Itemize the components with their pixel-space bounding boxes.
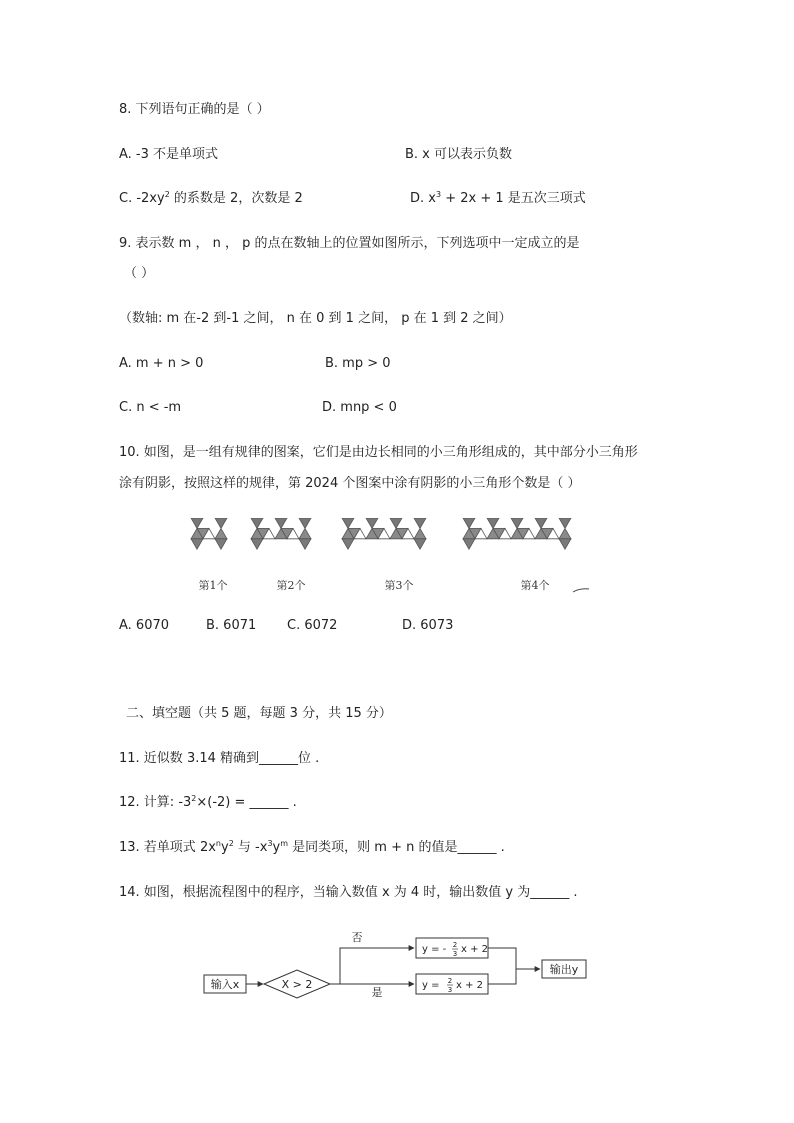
flow-arrow-no (330, 948, 414, 984)
flow-bottom-expr-suffix: x + 2 (456, 980, 484, 991)
pattern-4 (463, 518, 571, 549)
q8-option-c (119, 191, 303, 207)
pattern-3 (342, 518, 426, 549)
flow-condition-label: X > 2 (281, 978, 313, 991)
shaded-triangle (511, 518, 523, 528)
pattern-label-3: 第3个 (384, 579, 414, 592)
q13 (119, 840, 505, 856)
q8-option-d-pre: D. x (410, 191, 436, 206)
shaded-triangle (559, 518, 571, 528)
q11: 11. 近似数 3.14 精确到______位 . (119, 751, 320, 766)
q9-option-a: A. m + n > 0 (119, 356, 204, 371)
q13-part-a: 13. 若单项式 2x (119, 840, 216, 855)
flow-bottom-expr-denominator: 3 (447, 986, 453, 994)
shaded-triangle (251, 518, 263, 528)
q8-option-a: A. -3 不是单项式 (119, 147, 219, 162)
flow-no-label: 否 (351, 931, 363, 944)
shaded-triangle (275, 518, 287, 528)
q8-option-b: B. x 可以表示负数 (405, 147, 513, 162)
pattern-2 (251, 518, 311, 549)
q9-stem-line2: （ ） (124, 266, 155, 281)
q13-exp-m: m (280, 839, 289, 848)
shaded-triangle (215, 539, 227, 549)
small-triangle (559, 528, 571, 538)
pattern-label-1: 第1个 (198, 579, 228, 592)
shaded-triangle (191, 518, 203, 528)
q12-exponent: 2 (191, 794, 197, 803)
q13-part-c: 与 -x (233, 840, 268, 855)
shaded-triangle (342, 539, 354, 549)
q10-stem-line1: 10. 如图，是一组有规律的图案，它们是由边长相同的小三角形组成的，其中部分小三角形 (119, 445, 638, 460)
q10-option-a: A. 6070 (119, 618, 170, 633)
q9-stem-line1: 9. 表示数 m ， n ， p 的点在数轴上的位置如图所示，下列选项中一定成立的是 (119, 236, 580, 251)
flow-input-label: 输入x (210, 978, 240, 991)
q8-option-c-pre: C. -2xy (119, 191, 165, 206)
shaded-triangle (342, 518, 354, 528)
triangle-pattern-svg (185, 518, 600, 598)
flow-top-expr-suffix: x + 2 (461, 944, 489, 955)
pattern-label-2: 第2个 (276, 579, 306, 592)
q13-part-d: y (272, 840, 281, 855)
q8-option-d (410, 191, 586, 207)
shaded-triangle (390, 518, 402, 528)
small-triangle (215, 528, 227, 538)
q12-pre: 12. 计算: -3 (119, 795, 192, 810)
shaded-triangle (299, 518, 311, 528)
q10-option-b: B. 6071 (206, 618, 257, 633)
q13-part-e: 是同类项，则 m + n 的值是______ . (288, 840, 505, 855)
q12 (119, 795, 297, 811)
shaded-triangle (463, 539, 475, 549)
shaded-triangle (559, 539, 571, 549)
q9-number-line-note: （数轴: m 在-2 到-1 之间， n 在 0 到 1 之间， p 在 1 到 2 之间） (119, 311, 512, 326)
small-triangle (299, 528, 311, 538)
q13-exp-3: 3 (267, 839, 273, 848)
q8-option-c-post: 的系数是 2，次数是 2 (169, 191, 303, 206)
triangle-pattern-figure (185, 518, 600, 598)
q12-post: ×(-2) = ______ . (196, 795, 297, 810)
q9-option-c: C. n < -m (119, 400, 182, 415)
flow-top-expr-denominator: 3 (452, 950, 458, 958)
q14: 14. 如图，根据流程图中的程序，当输入数值 x 为 4 时，输出数值 y 为______ . (119, 885, 578, 900)
q13-exp-2: 2 (228, 839, 234, 848)
flow-output-label: 输出y (549, 963, 579, 976)
shaded-triangle (414, 539, 426, 549)
q10-stem-line2: 涂有阴影，按照这样的规律，第 2024 个图案中涂有阴影的小三角形个数是（ ） (119, 476, 581, 491)
q8-option-d-exponent: 3 (435, 190, 442, 199)
flowchart-svg (200, 928, 595, 1010)
shaded-triangle (414, 518, 426, 528)
q10-option-d: D. 6073 (402, 618, 454, 633)
q8-stem: 8. 下列语句正确的是（ ） (119, 102, 270, 117)
shaded-triangle (487, 518, 499, 528)
q8-option-c-exponent: 2 (164, 190, 170, 199)
shaded-triangle (463, 518, 475, 528)
flowchart (200, 928, 595, 1010)
shaded-triangle (366, 518, 378, 528)
pattern-1 (191, 518, 227, 549)
q13-exp-n: n (215, 839, 221, 848)
flow-merge-lines (488, 948, 516, 984)
flow-yes-label: 是 (371, 986, 383, 999)
section2-title: 二、填空题（共 5 题，每题 3 分，共 15 分） (126, 706, 392, 721)
q13-part-b: y (220, 840, 229, 855)
flow-bottom-expr-numerator: 2 (447, 977, 453, 985)
shaded-triangle (215, 518, 227, 528)
q9-option-b: B. mp > 0 (325, 356, 391, 371)
q10-option-c: C. 6072 (287, 618, 338, 633)
stray-mark (573, 589, 589, 592)
q9-option-d: D. mnp < 0 (322, 400, 397, 415)
flow-bottom-expr-prefix: y = (422, 980, 440, 991)
shaded-triangle (535, 518, 547, 528)
pattern-label-4: 第4个 (520, 579, 550, 592)
flow-top-expr-numerator: 2 (452, 941, 458, 949)
small-triangle (414, 528, 426, 538)
q8-option-d-post: + 2x + 1 是五次三项式 (441, 191, 586, 206)
shaded-triangle (251, 539, 263, 549)
shaded-triangle (299, 539, 311, 549)
flow-top-expr-prefix: y = - (422, 944, 447, 955)
shaded-triangle (191, 539, 203, 549)
